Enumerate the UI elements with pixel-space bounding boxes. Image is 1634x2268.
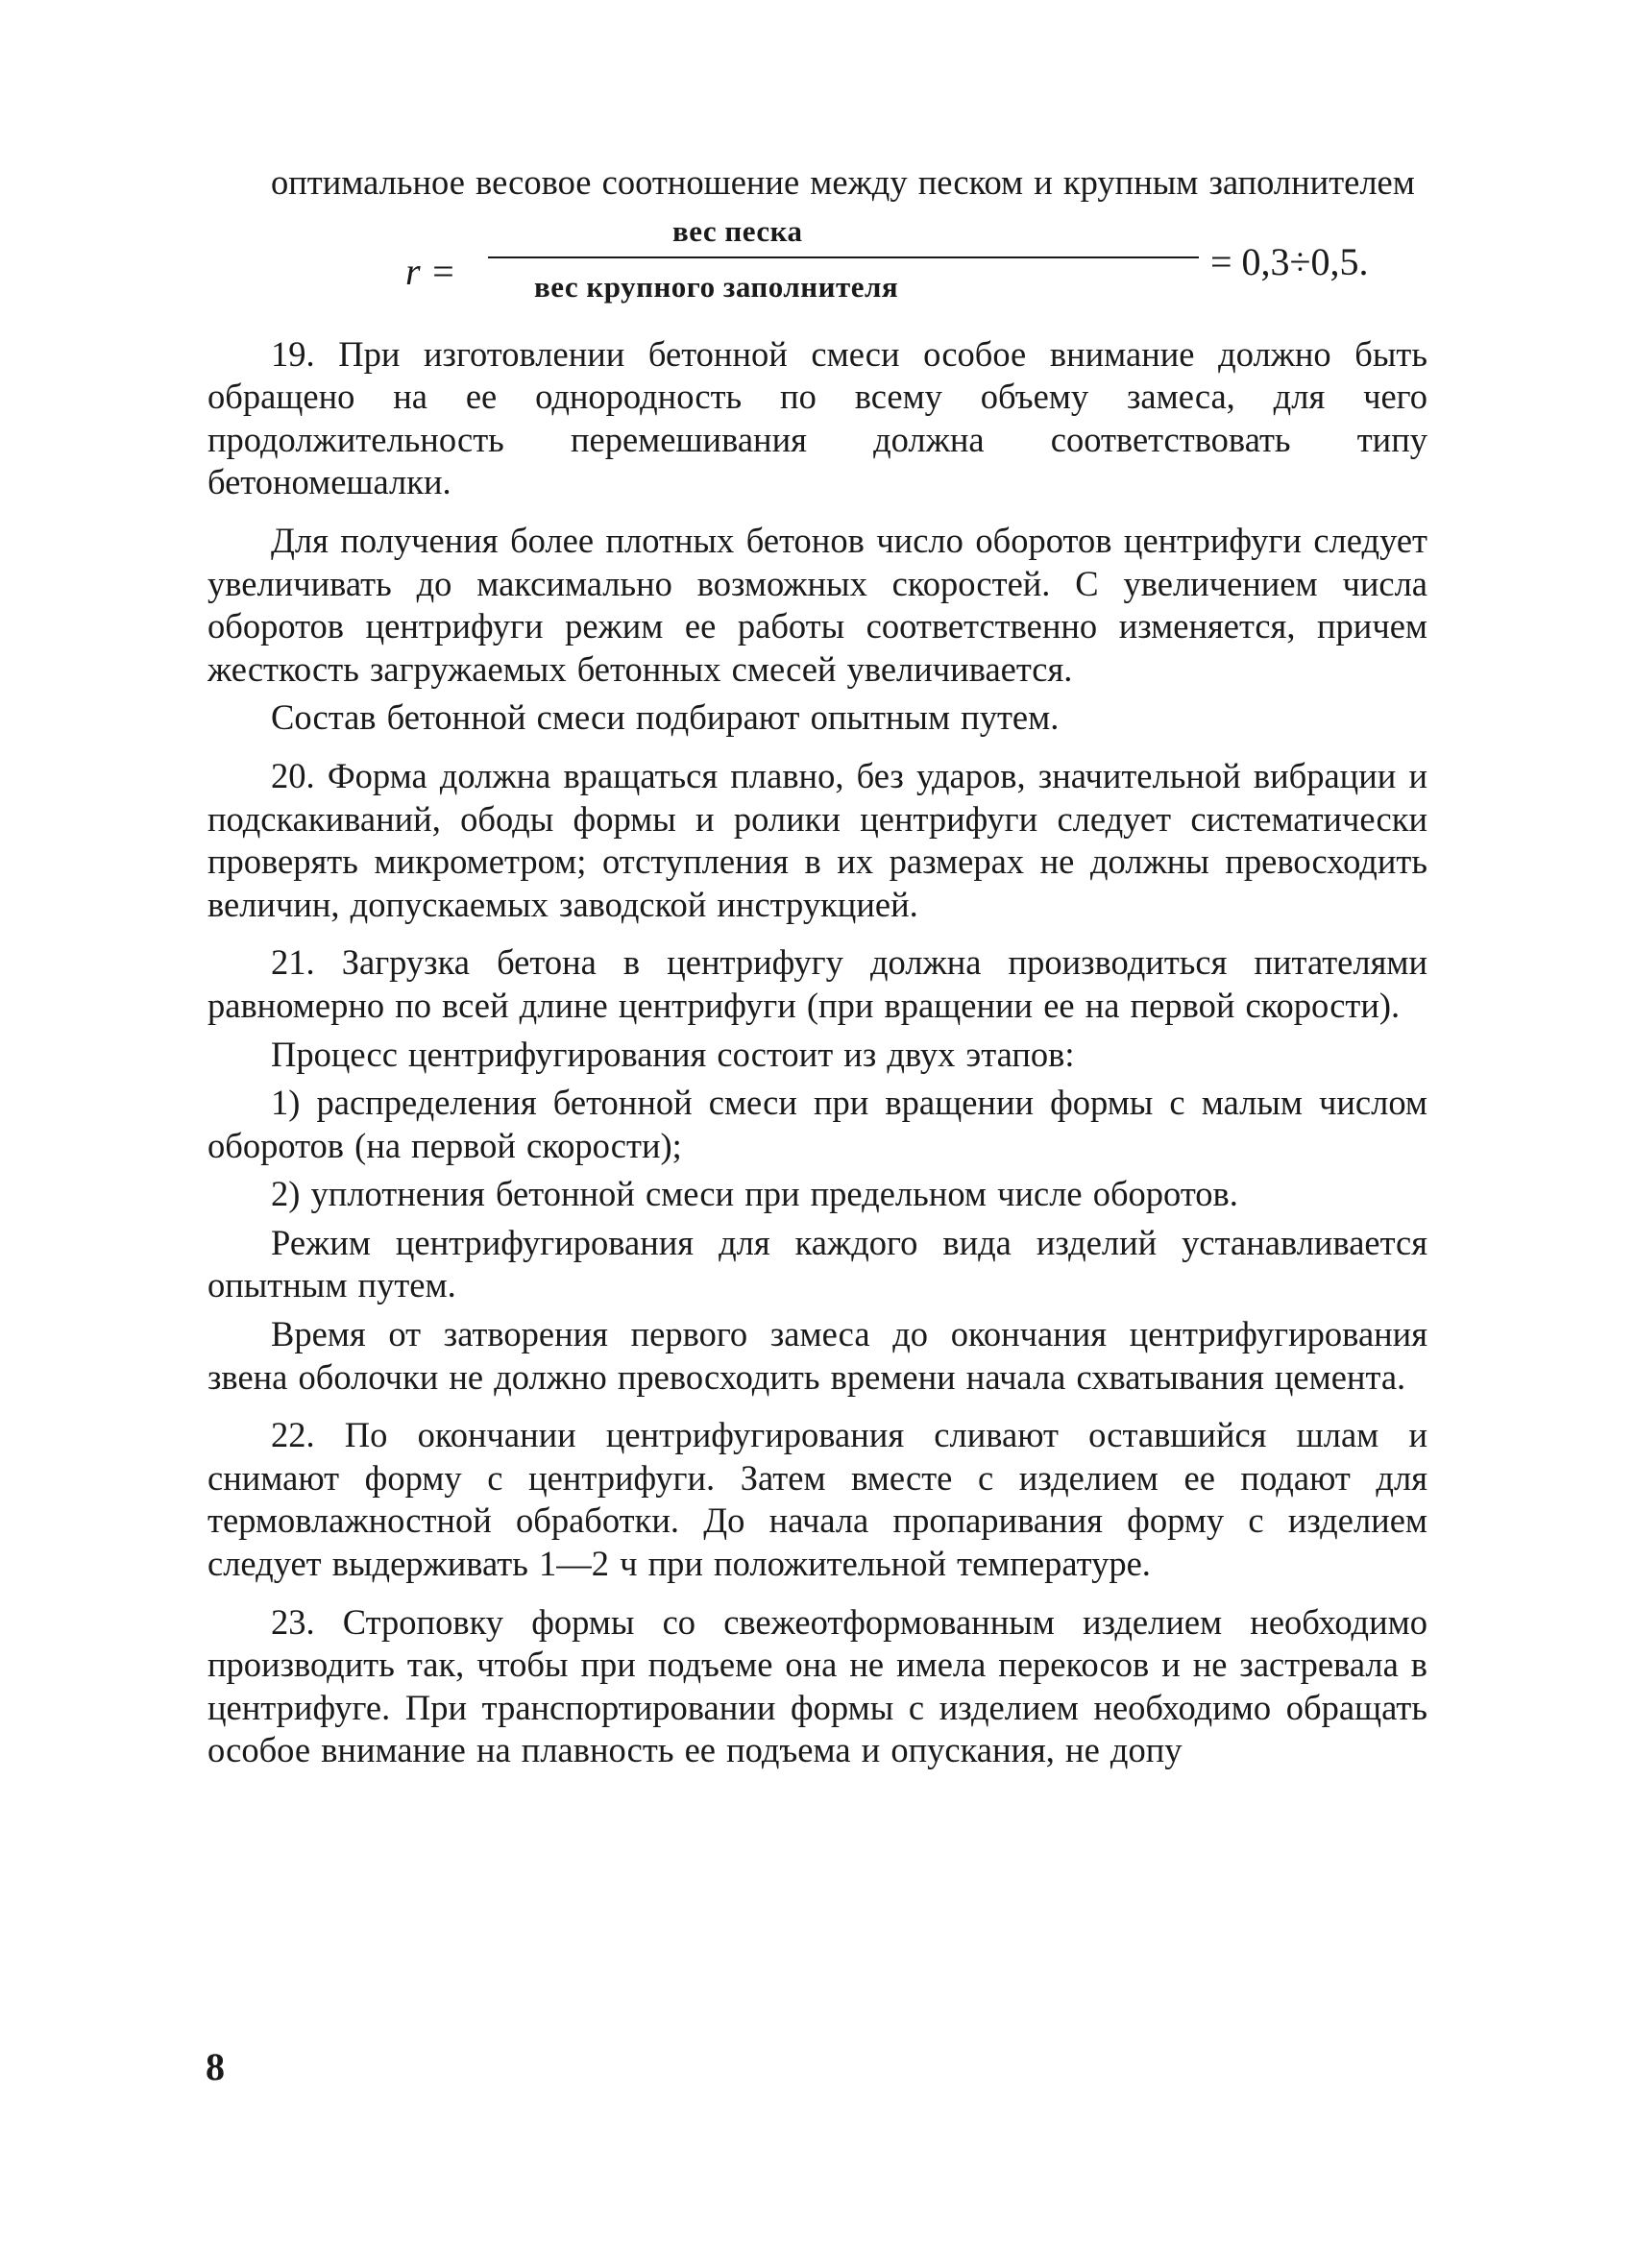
paragraph-21-time: Время от затворения первого замеса до окончания центрифугирования звена оболочки не должно превосходить времени начала схватывания цемента. xyxy=(207,1314,1427,1397)
paragraph-19-density: Для получения более плотных бетонов число оборотов центрифуги следует увеличивать до максимально возможных скоростей. С увеличением числа оборотов центрифуги режим ее работы соответственно изменяется, причем жесткость загружаемых бетонных смесей увеличивается. xyxy=(207,520,1427,689)
paragraph-21-step-1: 1) распределения бетонной смеси при вращении формы с малым числом оборотов (на первой скорости); xyxy=(207,1083,1427,1165)
formula-ratio xyxy=(207,214,1427,318)
page-body xyxy=(207,161,1427,1772)
paragraph-19: 19. При изготовлении бетонной смеси особое внимание должно быть обращено на ее однородность по всему объему замеса, для чего продолжительность перемешивания должна соответствовать типу бетономешалки. xyxy=(207,333,1427,502)
paragraph-22: 22. По окончании центрифугирования сливают оставшийся шлам и снимают форму с центрифуги. Затем вместе с изделием ее подают для термовлажностной обработки. До начала пропаривания форму с изделием следует выдерживать 1—2 ч при положительной температуре. xyxy=(207,1415,1427,1584)
paragraph-21-process: Процесс центрифугирования состоит из двух этапов: xyxy=(271,1034,1075,1074)
paragraph-21-mode: Режим центрифугирования для каждого вида изделий устанавливается опытным путем. xyxy=(207,1222,1427,1305)
formula-rhs: = 0,3÷0,5. xyxy=(1210,239,1369,283)
formula-lhs: r = xyxy=(405,249,456,293)
paragraph-21: 21. Загрузка бетона в центрифугу должна производиться питателями равномерно по всей длине центрифуги (при вращении ее на первой скорости). xyxy=(207,942,1427,1025)
paragraph-23: 23. Строповку формы со свежеотформованным изделием необходимо производить так, чтобы при подъеме она не имела перекосов и не застревала в центрифуге. При транспортировании формы с изделием необходимо обращать особое внимание на плавность ее подъема и опускания, не допу xyxy=(207,1601,1427,1770)
paragraph-21-step-2: 2) уплотнения бетонной смеси при предельном числе оборотов. xyxy=(271,1174,1238,1214)
paragraph-19-composition: Состав бетонной смеси подбирают опытным путем. xyxy=(271,697,1060,738)
formula-denominator: вес крупного заполнителя xyxy=(534,269,899,304)
page-number: 8 xyxy=(206,2045,225,2088)
formula-numerator: вес песка xyxy=(672,213,803,248)
formula-fraction-bar xyxy=(488,256,1199,258)
paragraph-intro: оптимальное весовое соотношение между песком и крупным заполнителем xyxy=(271,162,1415,202)
paragraph-20: 20. Форма должна вращаться плавно, без ударов, значительной вибрации и подскакиваний, ободы формы и ролики центрифуги следует систематически проверять микрометром; отступления в их размерах не должны превосходить величин, допускаемых заводской инструкцией. xyxy=(207,755,1427,924)
